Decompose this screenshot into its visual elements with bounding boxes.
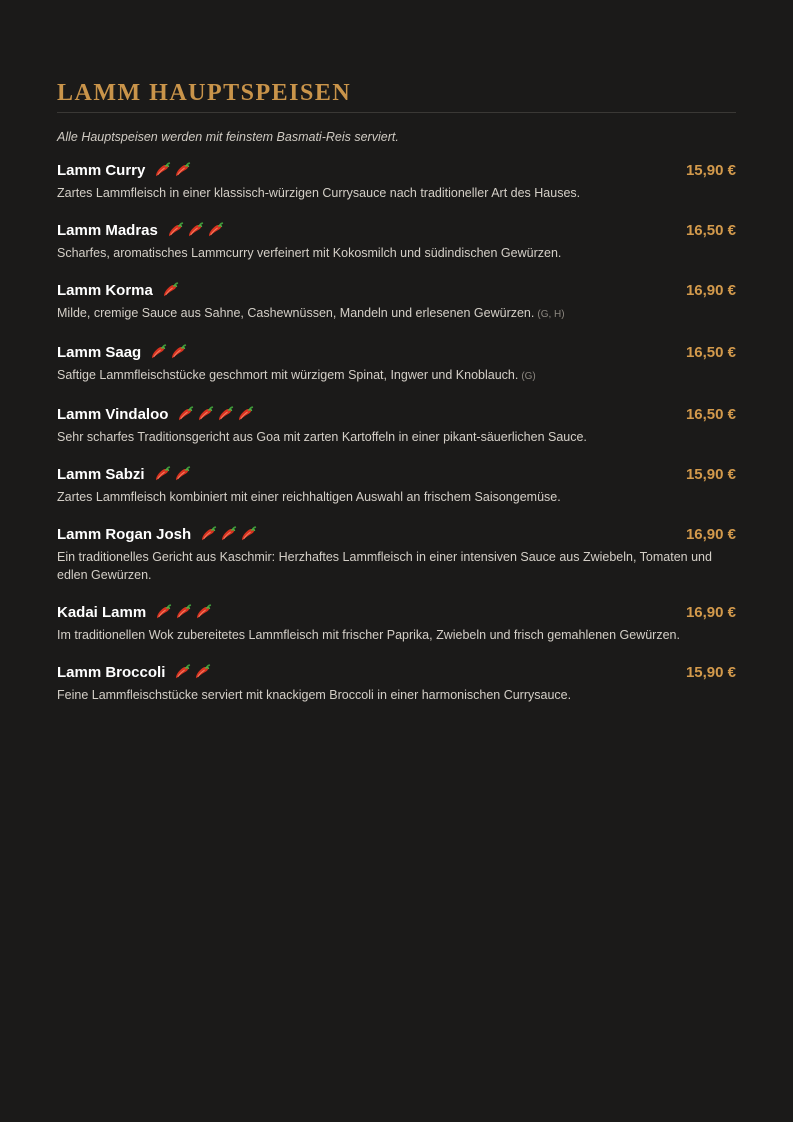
menu-item-header <box>57 279 736 301</box>
menu-item-description-text: Im traditionellen Wok zubereitetes Lammfleisch mit frischer Paprika, Zwiebeln und frisch gemahlenen Gewürzen. <box>57 628 680 642</box>
spice-level <box>161 281 181 299</box>
menu-item-title <box>57 221 226 239</box>
chili-pepper-icon <box>169 343 188 361</box>
menu-item-header <box>57 601 736 623</box>
chili-pepper-icon <box>173 663 192 681</box>
menu-item-description-text: Zartes Lammfleisch kombiniert mit einer reichhaltigen Auswahl an frischem Saisongemüse. <box>57 490 561 504</box>
spice-level <box>154 603 214 621</box>
menu-item-name: Kadai Lamm <box>57 603 147 621</box>
chili-pepper-icon <box>236 405 255 423</box>
menu-item-title <box>57 161 193 179</box>
chili-pepper-icon <box>219 525 238 543</box>
menu-item-title <box>57 603 214 621</box>
chili-pepper-icon <box>166 221 185 239</box>
chili-pepper-icon <box>239 525 258 543</box>
menu-item <box>57 219 736 262</box>
menu-item-title <box>57 663 213 681</box>
chili-pepper-icon <box>196 405 215 423</box>
chili-pepper-icon <box>154 603 173 621</box>
menu-item-header <box>57 661 736 683</box>
chili-pepper-icon <box>176 405 195 423</box>
spice-level <box>153 465 193 483</box>
menu-item-price: 15,90 € <box>685 663 736 681</box>
chili-pepper-icon <box>193 663 212 681</box>
menu-item-list <box>57 159 736 704</box>
menu-item-description <box>57 548 736 584</box>
menu-item-description <box>57 686 736 704</box>
menu-item-description-text: Ein traditionelles Gericht aus Kaschmir: Herzhaftes Lammfleisch in einer intensiven Sauce aus Zwiebeln, Tomaten und edlen Gewürzen. <box>57 550 712 582</box>
menu-item <box>57 463 736 506</box>
menu-item <box>57 159 736 202</box>
chili-pepper-icon <box>194 603 213 621</box>
spice-level <box>199 525 259 543</box>
menu-item-name: Lamm Vindaloo <box>57 405 169 423</box>
chili-pepper-icon <box>174 603 193 621</box>
menu-item-name: Lamm Rogan Josh <box>57 525 192 543</box>
menu-item <box>57 601 736 644</box>
menu-item-title <box>57 281 181 299</box>
menu-item-header <box>57 159 736 181</box>
menu-item-name: Lamm Korma <box>57 281 153 299</box>
chili-pepper-icon <box>186 221 205 239</box>
menu-item-price: 16,50 € <box>685 221 736 239</box>
menu-item-price: 16,90 € <box>685 281 736 299</box>
spice-level <box>173 663 213 681</box>
menu-item-header <box>57 403 736 425</box>
menu-item-description <box>57 366 736 386</box>
menu-item-description-text: Sehr scharfes Traditionsgericht aus Goa mit zarten Kartoffeln in einer pikant-säuerlichen Sauce. <box>57 430 587 444</box>
menu-item-description <box>57 304 736 324</box>
section-intro: Alle Hauptspeisen werden mit feinstem Basmati-Reis serviert. <box>57 130 399 144</box>
menu-item <box>57 661 736 704</box>
menu-item-price: 16,50 € <box>685 405 736 423</box>
spice-level <box>176 405 256 423</box>
menu-item-name: Lamm Curry <box>57 161 146 179</box>
menu-item-header <box>57 219 736 241</box>
chili-pepper-icon <box>173 161 192 179</box>
menu-item-description <box>57 428 736 446</box>
menu-item-name: Lamm Madras <box>57 221 158 239</box>
menu-item <box>57 403 736 446</box>
menu-item-description-text: Milde, cremige Sauce aus Sahne, Cashewnüssen, Mandeln und erlesenen Gewürzen. <box>57 306 535 320</box>
menu-item-header <box>57 341 736 363</box>
chili-pepper-icon <box>161 281 180 299</box>
menu-item-description-text: Saftige Lammfleischstücke geschmort mit würzigem Spinat, Ingwer und Knoblauch. <box>57 368 519 382</box>
menu-item-description <box>57 244 736 262</box>
menu-item-name: Lamm Saag <box>57 343 142 361</box>
menu-item-description <box>57 488 736 506</box>
chili-pepper-icon <box>153 465 172 483</box>
menu-item-description-text: Zartes Lammfleisch in einer klassisch-würzigen Currysauce nach traditioneller Art des Hauses. <box>57 186 581 200</box>
menu-item-name: Lamm Broccoli <box>57 663 166 681</box>
menu-item-header <box>57 463 736 485</box>
chili-pepper-icon <box>216 405 235 423</box>
allergen-codes: (G, H) <box>537 309 565 320</box>
menu-item-title <box>57 465 193 483</box>
menu-item-price: 15,90 € <box>685 161 736 179</box>
spice-level <box>153 161 193 179</box>
chili-pepper-icon <box>206 221 225 239</box>
menu-item <box>57 341 736 386</box>
menu-item <box>57 523 736 584</box>
menu-item-description <box>57 626 736 644</box>
menu-item-description <box>57 184 736 202</box>
menu-item-header <box>57 523 736 545</box>
allergen-codes: (G) <box>521 371 536 382</box>
section-title: LAMM HAUPTSPEISEN <box>57 78 736 113</box>
spice-level <box>149 343 189 361</box>
menu-item-price: 16,90 € <box>685 603 736 621</box>
menu-item-name: Lamm Sabzi <box>57 465 145 483</box>
menu-item-title <box>57 343 189 361</box>
spice-level <box>166 221 226 239</box>
menu-item-price: 16,50 € <box>685 343 736 361</box>
chili-pepper-icon <box>153 161 172 179</box>
chili-pepper-icon <box>173 465 192 483</box>
menu-item-description-text: Scharfes, aromatisches Lammcurry verfeinert mit Kokosmilch und südindischen Gewürzen. <box>57 246 562 260</box>
menu-item-price: 15,90 € <box>685 465 736 483</box>
menu-item-price: 16,90 € <box>685 525 736 543</box>
menu-item-title <box>57 525 259 543</box>
menu-item <box>57 279 736 324</box>
chili-pepper-icon <box>199 525 218 543</box>
menu-item-title <box>57 405 256 423</box>
menu-item-description-text: Feine Lammfleischstücke serviert mit knackigem Broccoli in einer harmonischen Currysauce. <box>57 688 572 702</box>
chili-pepper-icon <box>149 343 168 361</box>
